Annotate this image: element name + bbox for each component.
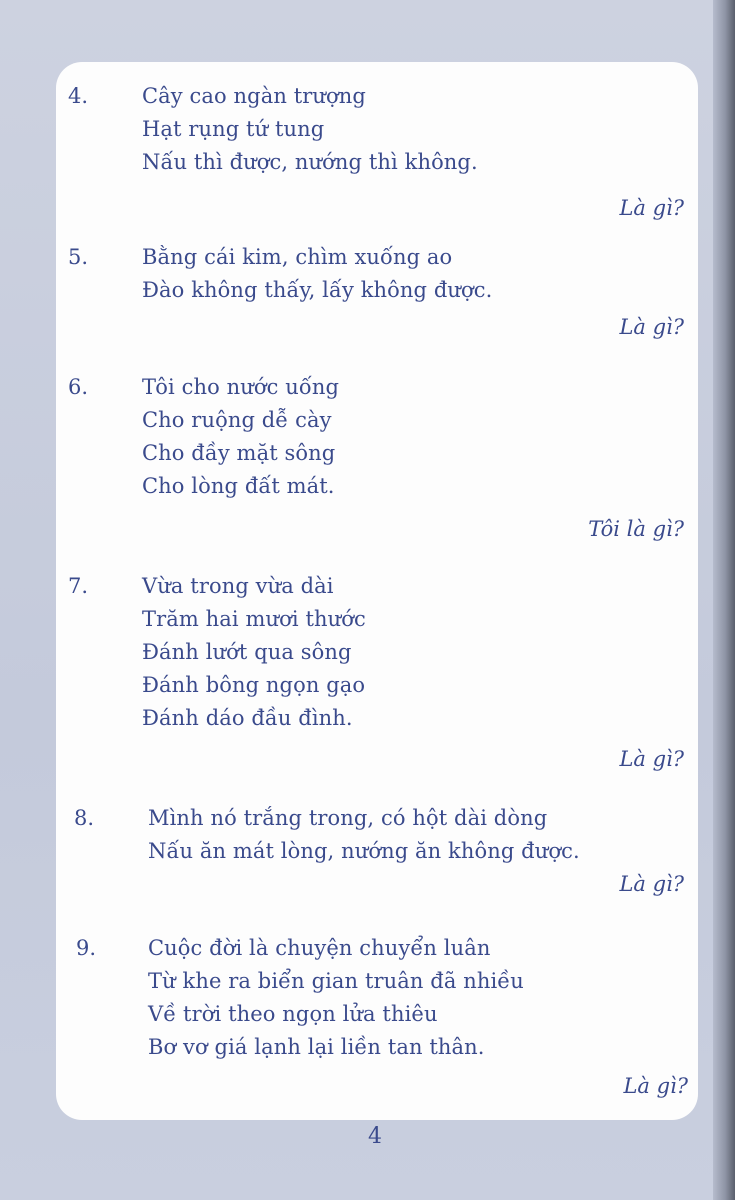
riddle-number: 5. [68, 245, 89, 269]
riddle-line: Đánh lướt qua sông [142, 640, 352, 664]
riddle-line: Về trời theo ngọn lửa thiêu [148, 1002, 438, 1026]
book-page-edge [713, 0, 735, 1200]
riddle-lines [142, 371, 339, 503]
riddle-lines [142, 241, 492, 307]
riddle-answer: Là gì? [619, 196, 684, 220]
riddle-answer: Là gì? [619, 747, 684, 771]
riddle-line: Từ khe ra biển gian truân đã nhiều [148, 969, 524, 993]
riddle-line: Đánh bông ngọn gạo [142, 673, 366, 697]
riddle-card [56, 62, 698, 1120]
riddle-lines [142, 570, 366, 735]
riddle-line: Hạt rụng tứ tung [142, 117, 325, 141]
page-number: 4 [368, 1124, 382, 1149]
riddle-line: Trăm hai mươi thước [142, 607, 366, 631]
riddle-line: Bơ vơ giá lạnh lại liền tan thân. [148, 1035, 485, 1059]
riddle-line: Cho lòng đất mát. [142, 474, 335, 498]
riddle-number: 9. [76, 936, 97, 960]
riddle-lines [148, 932, 524, 1064]
riddle-line: Bằng cái kim, chìm xuống ao [142, 245, 453, 269]
riddle-line: Tôi cho nước uống [142, 375, 340, 399]
riddle-answer: Tôi là gì? [588, 517, 684, 541]
riddle-line: Đánh dáo đầu đình. [142, 706, 353, 730]
riddle-line: Cuộc đời là chuyện chuyển luân [148, 936, 491, 960]
riddle-line: Nấu ăn mát lòng, nướng ăn không được. [148, 839, 580, 863]
riddle-number: 6. [68, 375, 89, 399]
riddle-line: Mình nó trắng trong, có hột dài dòng [148, 806, 548, 830]
riddle-answer: Là gì? [619, 872, 684, 896]
riddle-number: 8. [74, 806, 95, 830]
riddle-number: 4. [68, 84, 89, 108]
riddle-line: Đào không thấy, lấy không được. [142, 278, 493, 302]
riddle-answer: Là gì? [619, 315, 684, 339]
riddle-lines [142, 80, 478, 179]
riddle-line: Cho ruộng dễ cày [142, 408, 332, 432]
riddle-number: 7. [68, 574, 89, 598]
riddle-lines [148, 802, 580, 868]
riddle-line: Cho đầy mặt sông [142, 441, 336, 465]
riddle-line: Vừa trong vừa dài [142, 574, 334, 598]
riddle-line: Cây cao ngàn trượng [142, 84, 366, 108]
riddle-line: Nấu thì được, nướng thì không. [142, 150, 478, 174]
riddle-answer: Là gì? [623, 1074, 688, 1098]
